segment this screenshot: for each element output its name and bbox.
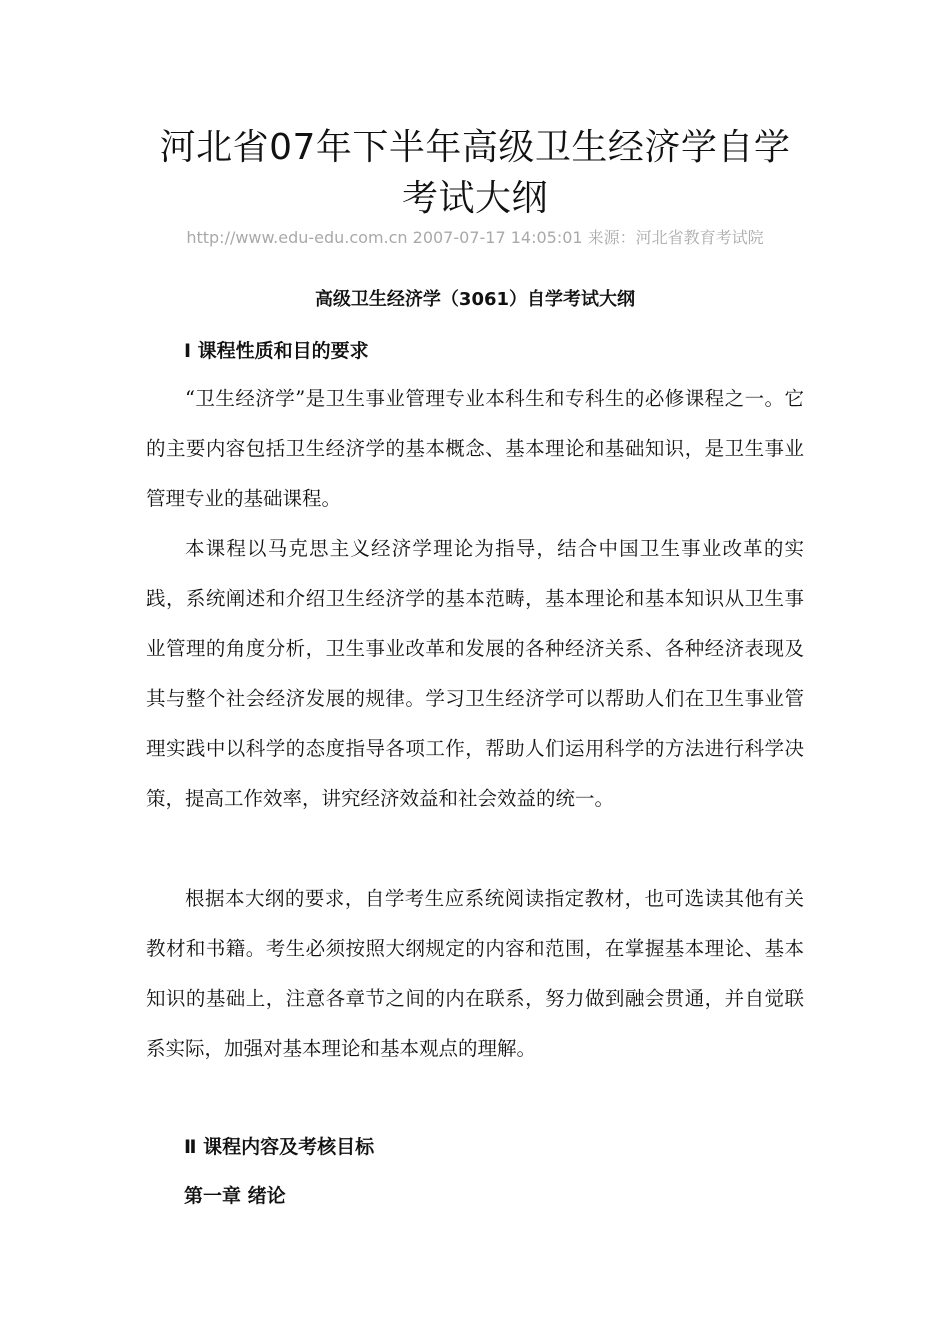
document-title: 河北省07年下半年高级卫生经济学自学考试大纲: [159, 127, 791, 219]
section-heading-2: Ⅱ 课程内容及考核目标: [184, 1136, 375, 1158]
paragraph-course-nature: “卫生经济学”是卫生事业管理专业本科生和专科生的必修课程之一。它的主要内容包括卫生经济学的基本概念、基本理论和基础知识，是卫生事业管理专业的基础课程。: [146, 387, 804, 510]
syllabus-subtitle: 高级卫生经济学（3061）自学考试大纲: [314, 289, 636, 310]
paragraph-course-content: 本课程以马克思主义经济学理论为指导，结合中国卫生事业改革的实践，系统阐述和介绍卫生经济学的基本范畴，基本理论和基本知识从卫生事业管理的角度分析，卫生事业改革和发展的各种经济关系、各种经济表现及其与整个社会经济发展的规律。学习卫生经济学可以帮助人们在卫生事业管理实践中以科学的态度指导各项工作，帮助人们运用科学的方法进行科学决策，提高工作效率，讲究经济效益和社会效益的统一。: [146, 537, 804, 810]
paragraph-study-requirements: 根据本大纲的要求，自学考生应系统阅读指定教材，也可选读其他有关教材和书籍。考生必须按照大纲规定的内容和范围，在掌握基本理论、基本知识的基础上，注意各章节之间的内在联系，努力做到融会贯通，并自觉联系实际，加强对基本理论和基本观点的理解。: [146, 887, 804, 1060]
section-heading-1: Ⅰ 课程性质和目的要求: [184, 340, 369, 362]
source-meta: http://www.edu-edu.com.cn 2007-07-17 14:05:01 来源：河北省教育考试院: [186, 228, 764, 247]
chapter-heading-1: 第一章 绪论: [184, 1185, 286, 1207]
